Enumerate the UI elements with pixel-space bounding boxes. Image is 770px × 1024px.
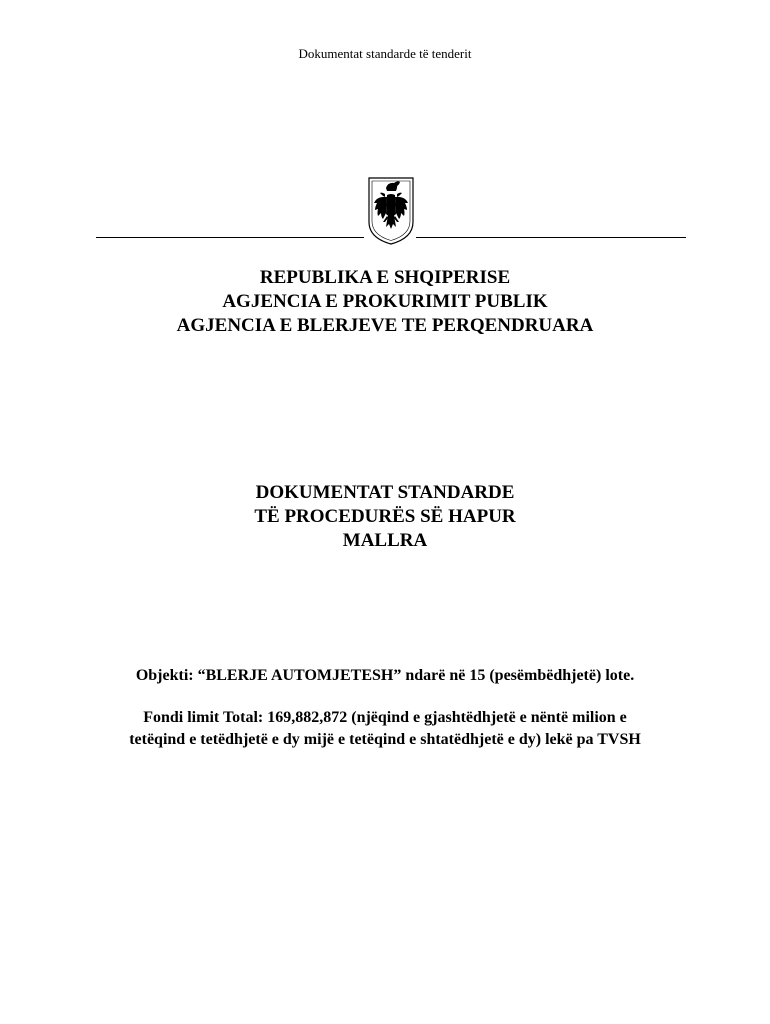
procurement-object: Objekti: “BLERJE AUTOMJETESH” ndarë në 15 (pesëmbëdhjetë) lote. [135,667,635,684]
fund-limit [0,707,770,751]
organization-line-abp: AGJENCIA E BLERJEVE TE PERQENDRUARA [176,315,594,336]
fund-limit-line2: tetëqind e tetëdhjetë e dy mijë e tetëqind e shtatëdhjetë e dy) lekë pa TVSH [129,731,641,748]
organization-heading [0,266,770,338]
albanian-coat-of-arms-icon [367,176,415,246]
organization-line-republic: REPUBLIKA E SHQIPERISE [259,267,511,288]
document-title-line1: DOKUMENTAT STANDARDE [255,482,515,503]
header-rule-right [416,237,686,238]
document-title-line3: MALLRA [342,530,428,551]
running-header: Dokumentat standarde të tenderit [298,46,472,61]
header-rule-left [96,237,364,238]
organization-line-app: AGJENCIA E PROKURIMIT PUBLIK [222,291,548,312]
fund-limit-line1: Fondi limit Total: 169,882,872 (njëqind e gjashtëdhjetë e nëntë milion e [143,709,627,726]
emblem-row [96,176,686,246]
document-title-line2: TË PROCEDURËS SË HAPUR [254,506,516,527]
document-title [0,481,770,553]
